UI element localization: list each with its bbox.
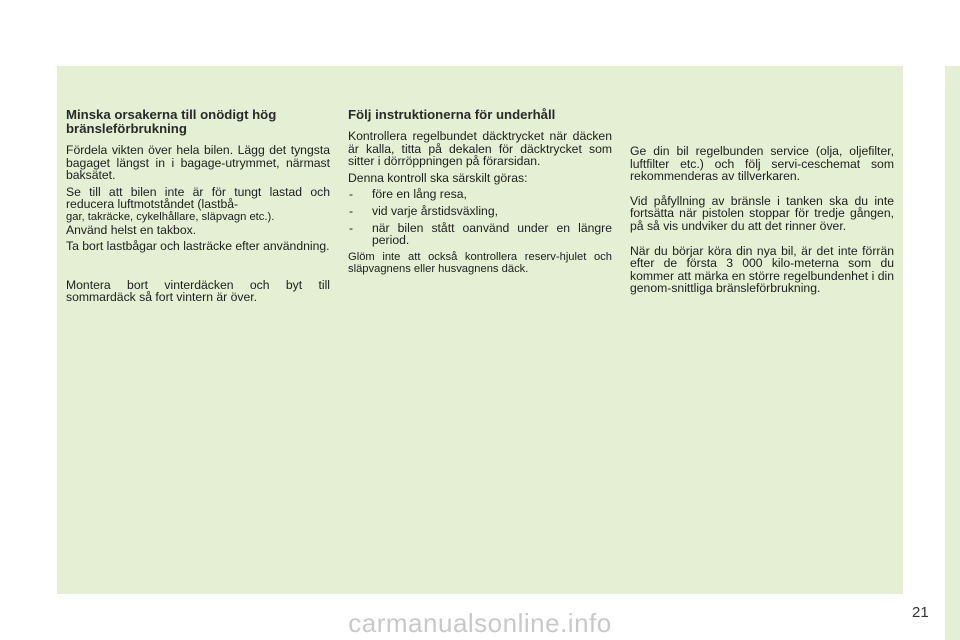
middle-paragraph-3: Glöm inte att också kontrollera reserv-hjulet och släpvagnens eller husvagnens däck. — [348, 250, 612, 276]
right-paragraph-3: När du börjar köra din nya bil, är det inte förrän efter de första 3 000 kilo-meterna som du kommer att märka en större regelbundenhet i din genom-snittliga bränsleförbrukning. — [630, 243, 894, 296]
middle-column — [348, 108, 612, 280]
left-paragraph-2a: Se till att bilen inte är för tungt lastad och reducera luftmotståndet (lastbå- — [66, 184, 330, 212]
right-paragraph-1: Ge din bil regelbunden service (olja, oljefilter, luftfilter etc.) och följ servi-ceschemat som rekommenderas av tillverkaren. — [630, 144, 894, 184]
left-paragraph-4: Montera bort vinterdäcken och byt till sommardäck så fort vintern är över. — [66, 277, 330, 305]
list-item-text: vid varje årstidsväxling, — [372, 203, 498, 218]
middle-heading: Följ instruktionerna för underhåll — [348, 107, 556, 122]
left-paragraph-2b: gar, takräcke, cykelhållare, släpvagn etc.). — [66, 210, 275, 223]
right-column — [630, 145, 894, 299]
list-item — [348, 188, 612, 201]
list-item — [348, 222, 612, 247]
list-item-text: när bilen stått oanvänd under en längre period. — [372, 220, 612, 248]
side-strip — [945, 66, 960, 640]
left-paragraph-2 — [66, 186, 330, 211]
left-paragraph-1: Fördela vikten över hela bilen. Lägg det tyngsta bagaget längst in i bagage-utrymmet, närmast baksätet. — [66, 143, 330, 183]
list-item — [348, 205, 612, 218]
list-dash: - — [349, 203, 354, 218]
left-paragraph-3: Ta bort lastbågar och lasträcke efter användning. — [66, 239, 330, 254]
left-column — [66, 108, 330, 308]
page-number: 21 — [912, 604, 929, 621]
list-dash: - — [349, 220, 354, 235]
list-dash: - — [349, 187, 354, 202]
left-heading: Minska orsakerna till onödigt hög bränsleförbrukning — [66, 107, 277, 136]
left-paragraph-2c: Använd helst en takbox. — [66, 222, 197, 237]
right-paragraph-2: Vid påfyllning av bränsle i tanken ska du inte fortsätta när pistolen stoppar för tredje gången, på så vis undviker du att det rinner över. — [630, 193, 894, 233]
list-item-text: före en lång resa, — [372, 187, 467, 202]
middle-paragraph-1: Kontrollera regelbundet däcktrycket när däcken är kalla, titta på dekalen för däcktrycket som sitter i dörröppningen på förarsidan. — [348, 129, 612, 169]
watermark: carmanualsonline.info — [348, 608, 612, 638]
middle-paragraph-2: Denna kontroll ska särskilt göras: — [348, 170, 528, 185]
